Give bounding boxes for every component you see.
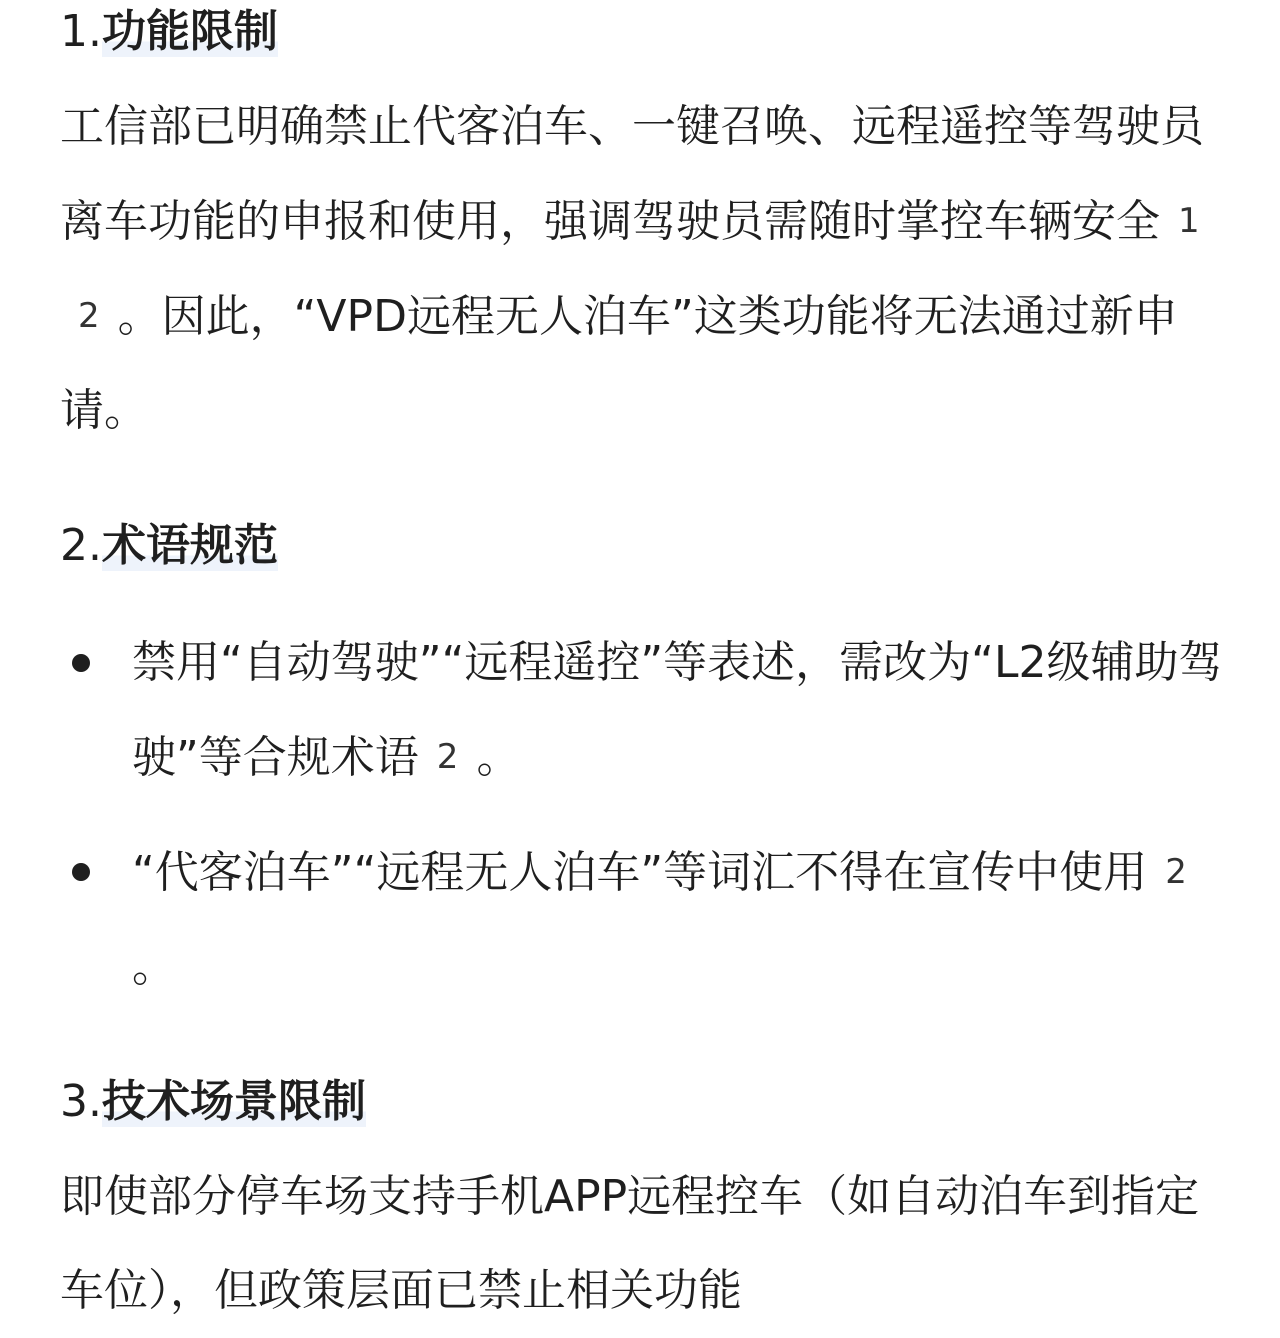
section-number: 3. bbox=[60, 1076, 102, 1127]
section-title: 功能限制 bbox=[101, 6, 278, 57]
list-item-end: 。 bbox=[476, 732, 521, 783]
bullet-list bbox=[132, 616, 1232, 1014]
list-item-end: 。 bbox=[132, 941, 176, 992]
bullet-dot-icon bbox=[72, 654, 90, 672]
section-title: 技术场景限制 bbox=[101, 1076, 366, 1127]
section-paragraph-3 bbox=[60, 1150, 1220, 1338]
list-item-text: 禁用“自动驾驶”“远程遥控”等表述，需改为“L2级辅助驾驶”等合规术语 bbox=[132, 637, 1223, 783]
bullet-dot-icon bbox=[72, 863, 90, 881]
citation-link[interactable]: 2 bbox=[78, 296, 100, 336]
section-title: 术语规范 bbox=[101, 520, 278, 571]
section-number: 2. bbox=[60, 520, 102, 571]
list-item bbox=[132, 616, 1232, 805]
section-paragraph-1 bbox=[60, 80, 1220, 458]
list-item bbox=[132, 825, 1232, 1014]
citation-link[interactable]: 2 bbox=[1165, 852, 1187, 892]
paragraph-text: 。因此，“VPD远程无人泊车”这类功能将无法通过新申请。 bbox=[60, 291, 1178, 436]
citation-link[interactable]: 1 bbox=[1178, 201, 1200, 241]
paragraph-text: 即使部分停车场支持手机APP远程控车（如自动泊车到指定车位），但政策层面已禁止相关功能 bbox=[60, 1171, 1200, 1316]
section-heading-1 bbox=[60, 2, 278, 62]
list-item-text: “代客泊车”“远程无人泊车”等词汇不得在宣传中使用 bbox=[132, 847, 1148, 898]
citation-link[interactable]: 2 bbox=[436, 737, 459, 777]
section-heading-3 bbox=[60, 1072, 366, 1132]
paragraph-text: 工信部已明确禁止代客泊车、一键召唤、远程遥控等驾驶员离车功能的申报和使用，强调驾驶员需随时掌控车辆安全 bbox=[60, 101, 1204, 247]
section-heading-2 bbox=[60, 516, 278, 576]
section-number: 1. bbox=[60, 6, 102, 57]
